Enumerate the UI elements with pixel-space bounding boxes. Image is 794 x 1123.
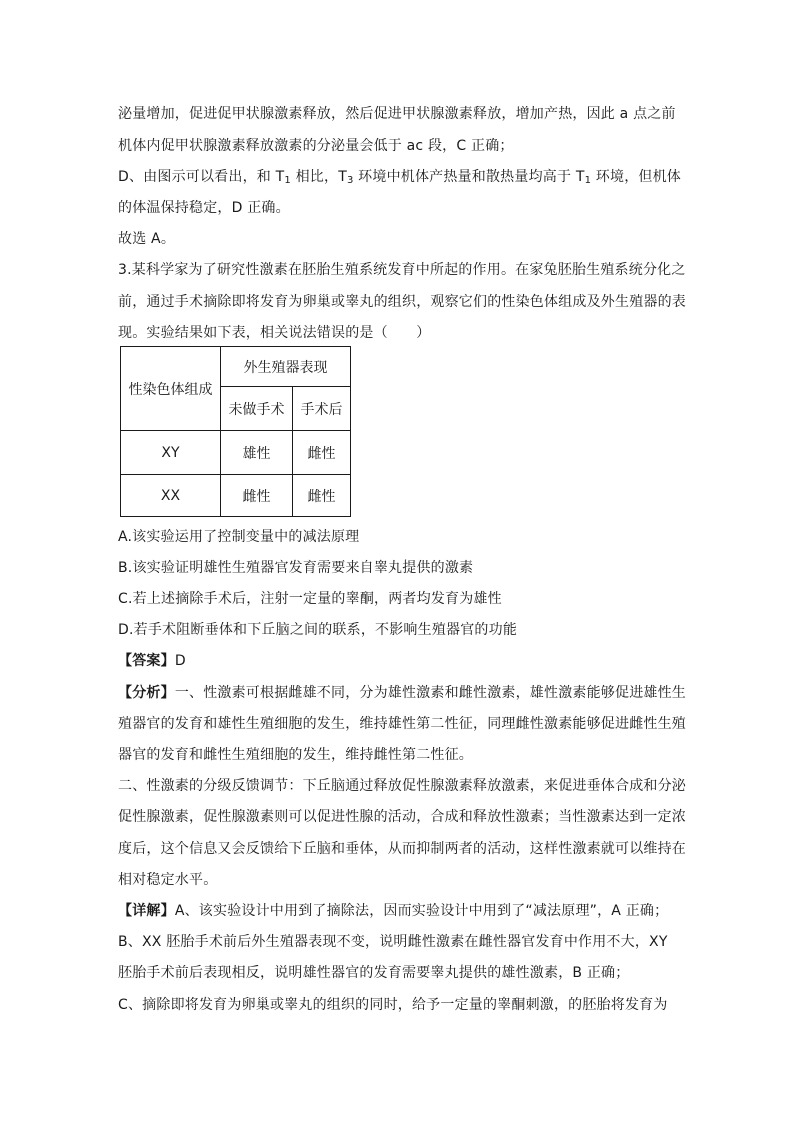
text-segment: A、该实验设计中用到了摘除法，因而实验设计中用到了“减法原理”，A 正确； [174,903,669,919]
subscript: 1 [284,175,291,186]
results-table [120,346,351,517]
question-text: 前，通过手术摘除即将发育为卵巢或睾丸的组织，观察它们的性染色体组成及外生殖器的表 [118,294,686,310]
analysis-line: 相对稳定水平。 [118,872,218,888]
text-line: 的体温保持稳定，D 正确。 [118,200,290,216]
text-line: 机体内促甲状腺激素释放激素的分泌量会低于 ac 段，C 正确； [118,138,514,154]
detail-tag: 【详解】 [118,903,175,919]
text-segment: 一、性激素可根据雌雄不同，分为雄性激素和雌性激素，雄性激素能够促进雄性生 [174,685,687,701]
analysis-line: 器官的发育和雌性生殖细胞的发生，维持雌性第二性征。 [118,747,473,763]
text-segment: 相比，T [290,169,347,185]
cell-after-surgery: 雌性 [293,431,351,475]
cell-chromosome: XY [121,431,221,475]
option-d: D.若手术阻断垂体和下丘脑之间的联系，不影响生殖器官的功能 [118,622,518,638]
analysis-line [118,683,686,703]
analysis-line: 度后，这个信息又会反馈给下丘脑和垂体，从而抑制两者的活动，这样性激素就可以维持在 [118,841,686,857]
subscript: 3 [346,175,354,186]
text-line: 故选 A。 [118,231,176,247]
text-segment: D、由图示可以看出，和 T [118,169,285,185]
cell-no-surgery: 雄性 [221,431,293,475]
analysis-line: 殖器官的发育和雄性生殖细胞的发生，维持雄性第二性征，同理雌性激素能够促进雌性生殖 [118,716,686,732]
question-text: 3.某科学家为了研究性激素在胚胎生殖系统发育中所起的作用。在家兔胚胎生殖系统分化之 [118,262,686,278]
cell-after-surgery: 雌性 [293,475,351,517]
text-segment: 环境中机体产热量和散热量均高于 T [353,169,585,185]
detail-line: B、XX 胚胎手术前后外生殖器表现不变，说明雌性激素在雌性器官发育中作用不大，XY [118,934,668,950]
text-segment: 环境，但机体 [591,169,682,185]
text-line [118,167,681,191]
option-c: C.若上述摘除手术后，注射一定量的睾酮，两者均发育为雄性 [118,591,502,607]
header-genitalia: 外生殖器表现 [221,347,351,387]
analysis-tag: 【分析】 [118,685,175,701]
header-after-surgery: 手术后 [293,387,351,431]
analysis-line: 促性腺激素，促性腺激素则可以促进性腺的活动，合成和释放性激素；当性激素达到一定浓 [118,809,686,825]
option-b: B.该实验证明雄性生殖器官发育需要来自睾丸提供的激素 [118,560,474,576]
answer-tag: 【答案】 [118,653,175,669]
detail-line: C、摘除即将发育为卵巢或睾丸的组织的同时，给予一定量的睾酮刺激，的胚胎将发育为 [118,997,668,1013]
header-no-surgery: 未做手术 [221,387,293,431]
table-row [121,475,351,517]
header-chromosome: 性染色体组成 [121,347,221,431]
detail-line: 胚胎手术前后表现相反，说明雄性器官的发育需要睾丸提供的雄性激素，B 正确； [118,965,630,981]
table-row [121,431,351,475]
detail-line [118,901,668,921]
cell-chromosome: XX [121,475,221,517]
answer-value: D [174,653,186,669]
question-text: 现。实验结果如下表，相关说法错误的是（ ） [118,325,431,341]
cell-no-surgery: 雌性 [221,475,293,517]
text-line: 泌量增加，促进促甲状腺激素释放，然后促进甲状腺激素释放，增加产热，因此 a 点之前 [118,106,676,122]
subscript: 1 [584,175,592,186]
option-a: A.该实验运用了控制变量中的减法原理 [118,529,360,545]
answer-line [118,651,186,671]
analysis-line: 二、性激素的分级反馈调节：下丘脑通过释放促性腺激素释放激素，来促进垂体合成和分泌 [118,778,686,794]
